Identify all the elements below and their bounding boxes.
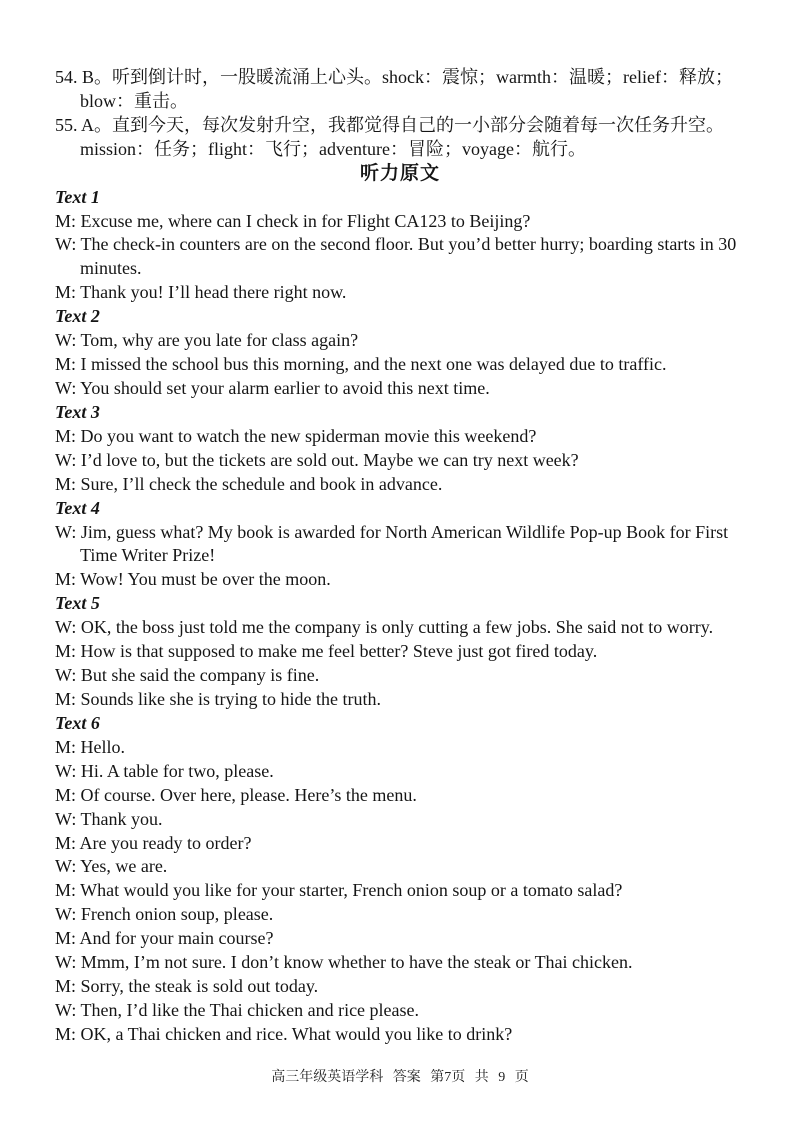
- dialogue-line: M: OK, a Thai chicken and rice. What would you like to drink?: [55, 1023, 513, 1044]
- text-heading: Text 3: [55, 401, 100, 422]
- answer-continuation: mission：任务；flight：飞行；adventure：冒险；voyage：航行。: [80, 138, 586, 159]
- text-heading: Text 2: [55, 306, 100, 327]
- listening-text-2: [0, 305, 800, 401]
- dialogue-continuation: minutes.: [80, 258, 142, 279]
- listening-text-4: [0, 497, 800, 593]
- dialogue-line: M: What would you like for your starter, French onion soup or a tomato salad?: [55, 880, 623, 901]
- listening-text-3: [0, 401, 800, 497]
- dialogue-continuation: Time Writer Prize!: [80, 545, 216, 566]
- dialogue-line: W: Jim, guess what? My book is awarded for North American Wildlife Pop-up Book for First: [55, 521, 729, 542]
- listening-text-1: [0, 186, 800, 306]
- dialogue-line: W: OK, the boss just told me the company is only cutting a few jobs. She said not to worry.: [55, 617, 714, 638]
- dialogue-line: M: Do you want to watch the new spiderman movie this weekend?: [55, 425, 537, 446]
- answer-document: [0, 66, 800, 1047]
- dialogue-line: M: Wow! You must be over the moon.: [55, 569, 331, 590]
- dialogue-line: M: Of course. Over here, please. Here’s the menu.: [55, 784, 417, 805]
- dialogue-line: M: Are you ready to order?: [55, 832, 252, 853]
- dialogue-line: M: And for your main course?: [55, 928, 274, 949]
- text-heading: Text 6: [55, 712, 100, 733]
- dialogue-line: W: French onion soup, please.: [55, 904, 274, 925]
- dialogue-line: M: Sorry, the steak is sold out today.: [55, 976, 319, 997]
- page-footer: 高三年级英语学科 答案 第7页 共 9 页: [271, 1070, 529, 1085]
- dialogue-line: M: How is that supposed to make me feel better? Steve just got fired today.: [55, 641, 598, 662]
- dialogue-line: M: Thank you! I’ll head there right now.: [55, 282, 347, 303]
- text-heading: Text 1: [55, 186, 100, 207]
- dialogue-line: W: Thank you.: [55, 808, 163, 829]
- listening-text-5: [0, 592, 800, 712]
- dialogue-line: W: Tom, why are you late for class again?: [55, 330, 359, 351]
- dialogue-line: W: But she said the company is fine.: [55, 665, 320, 686]
- section-title: 听力原文: [359, 162, 440, 184]
- dialogue-line: W: The check-in counters are on the second floor. But you’d better hurry; boarding starts in 30: [55, 234, 737, 255]
- dialogue-line: M: Excuse me, where can I check in for Flight CA123 to Beijing?: [55, 210, 531, 231]
- answer-line: 54. B。听到倒计时，一股暖流涌上心头。shock：震惊；warmth：温暖；relief：释放；: [55, 67, 733, 87]
- text-heading: Text 5: [55, 593, 100, 614]
- dialogue-line: W: Hi. A table for two, please.: [55, 760, 274, 781]
- answer-line: 55. A。直到今天，每次发射升空，我都觉得自己的一小部分会随着每一次任务升空。: [55, 114, 725, 135]
- dialogue-line: W: Then, I’d like the Thai chicken and rice please.: [55, 999, 420, 1020]
- dialogue-line: M: Hello.: [55, 736, 125, 757]
- dialogue-line: M: Sure, I’ll check the schedule and book in advance.: [55, 473, 443, 494]
- answer-continuation: blow：重击。: [80, 90, 188, 111]
- dialogue-line: W: Yes, we are.: [55, 856, 168, 877]
- dialogue-line: M: Sounds like she is trying to hide the truth.: [55, 688, 381, 709]
- dialogue-line: M: I missed the school bus this morning, and the next one was delayed due to traffic.: [55, 354, 667, 375]
- dialogue-line: W: You should set your alarm earlier to avoid this next time.: [55, 377, 490, 398]
- dialogue-line: W: I’d love to, but the tickets are sold out. Maybe we can try next week?: [55, 449, 579, 470]
- answer-section: [0, 66, 800, 162]
- dialogue-line: W: Mmm, I’m not sure. I don’t know whether to have the steak or Thai chicken.: [55, 952, 633, 973]
- text-heading: Text 4: [55, 497, 100, 518]
- listening-text-6: [0, 712, 800, 1047]
